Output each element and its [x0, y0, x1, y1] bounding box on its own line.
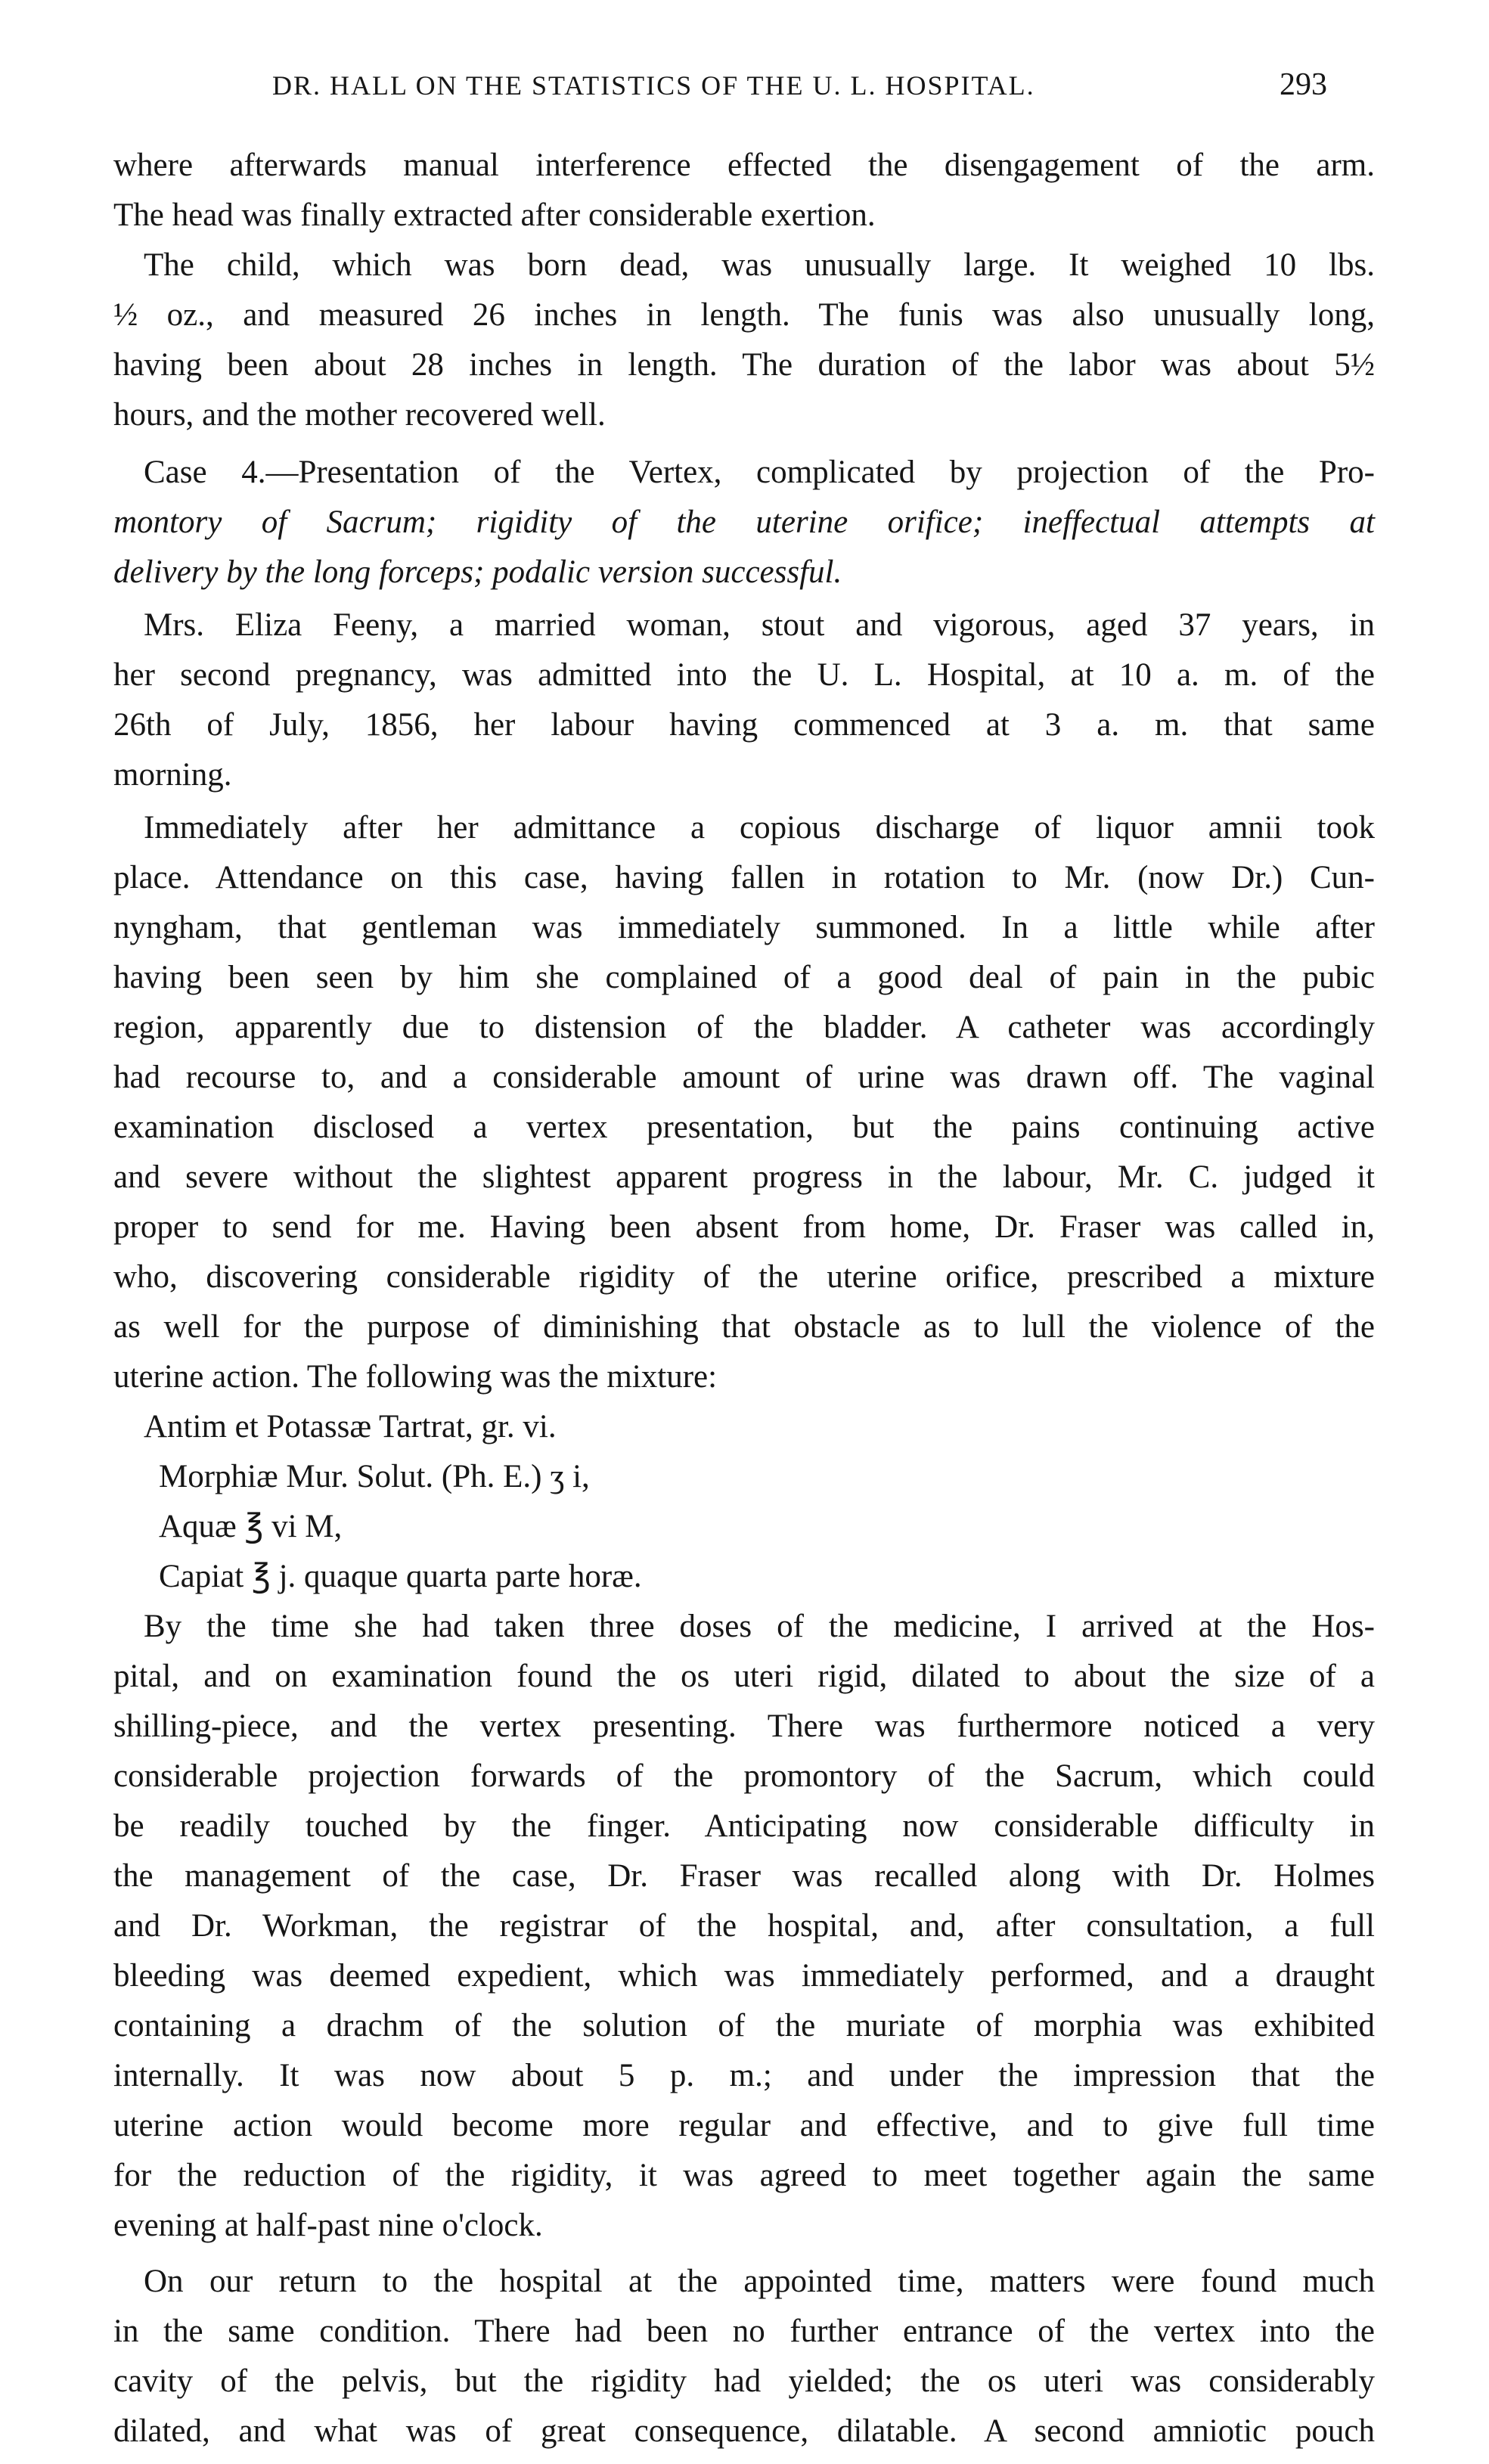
prescription-line: Morphiæ Mur. Solut. (Ph. E.) ʒ i,	[159, 1459, 590, 1494]
text-line: and Dr. Workman, the registrar of the hospital, and, after consultation, a full	[113, 1908, 1375, 1944]
text-line: place. Attendance on this case, having fallen in rotation to Mr. (now Dr.) Cun-	[113, 860, 1375, 895]
prescription-line: Antim et Potassæ Tartrat, gr. vi.	[144, 1409, 557, 1445]
case-heading: Case 4.—Presentation of the Vertex, complicated by projection of the Pro-	[144, 455, 1375, 490]
page-number: 293	[1280, 67, 1327, 102]
text-line: for the reduction of the rigidity, it was agreed to meet together again the same	[113, 2158, 1375, 2193]
text-line: The child, which was born dead, was unusually large. It weighed 10 lbs.	[144, 247, 1375, 283]
text-line: Immediately after her admittance a copious discharge of liquor amnii took	[144, 810, 1375, 846]
text-line: On our return to the hospital at the appointed time, matters were found much	[144, 2264, 1375, 2299]
case-heading: delivery by the long forceps; podalic version successful.	[113, 554, 842, 590]
text-line: 26th of July, 1856, her labour having commenced at 3 a. m. that same	[113, 707, 1375, 743]
prescription-line: Aquæ ℥ vi M,	[159, 1509, 343, 1544]
text-line: nyngham, that gentleman was immediately summoned. In a little while after	[113, 910, 1375, 945]
text-line: where afterwards manual interference effected the disengagement of the arm.	[113, 147, 1375, 183]
text-line: the management of the case, Dr. Fraser was recalled along with Dr. Holmes	[113, 1858, 1375, 1894]
text-line: cavity of the pelvis, but the rigidity had yielded; the os uteri was considerably	[113, 2363, 1375, 2399]
case-heading: montory of Sacrum; rigidity of the uterine orifice; ineffectual attempts at	[113, 504, 1375, 540]
text-line: pital, and on examination found the os uteri rigid, dilated to about the size of a	[113, 1659, 1375, 1694]
text-line: evening at half-past nine o'clock.	[113, 2208, 543, 2243]
text-line: and severe without the slightest apparent progress in the labour, Mr. C. judged it	[113, 1159, 1375, 1195]
text-line: had recourse to, and a considerable amount of urine was drawn off. The vaginal	[113, 1060, 1375, 1095]
text-line: considerable projection forwards of the promontory of the Sacrum, which could	[113, 1758, 1375, 1794]
text-line: morning.	[113, 757, 232, 793]
text-line: By the time she had taken three doses of the medicine, I arrived at the Hos-	[144, 1609, 1375, 1644]
text-line: in the same condition. There had been no further entrance of the vertex into the	[113, 2313, 1375, 2349]
text-line: having been about 28 inches in length. The duration of the labor was about 5½	[113, 347, 1375, 383]
prescription-line: Capiat ℥ j. quaque quarta parte horæ.	[159, 1559, 642, 1594]
text-line: uterine action. The following was the mixture:	[113, 1359, 718, 1395]
text-line: shilling-piece, and the vertex presenting. There was furthermore noticed a very	[113, 1708, 1375, 1744]
text-line: hours, and the mother recovered well.	[113, 397, 606, 433]
text-line: examination disclosed a vertex presentation, but the pains continuing active	[113, 1109, 1375, 1145]
text-line: bleeding was deemed expedient, which was immediately performed, and a draught	[113, 1958, 1375, 1994]
text-line: be readily touched by the finger. Anticipating now considerable difficulty in	[113, 1808, 1375, 1844]
running-head: DR. HALL ON THE STATISTICS OF THE U. L. HOSPITAL.	[272, 70, 1035, 101]
text-line: region, apparently due to distension of the bladder. A catheter was accordingly	[113, 1010, 1375, 1045]
text-line: having been seen by him she complained of a good deal of pain in the pubic	[113, 960, 1375, 995]
text-line: containing a drachm of the solution of the muriate of morphia was exhibited	[113, 2008, 1375, 2044]
text-line: Mrs. Eliza Feeny, a married woman, stout and vigorous, aged 37 years, in	[144, 607, 1375, 643]
text-line: ½ oz., and measured 26 inches in length. The funis was also unusually long,	[113, 297, 1375, 333]
text-line: uterine action would become more regular and effective, and to give full time	[113, 2108, 1375, 2143]
text-line: her second pregnancy, was admitted into the U. L. Hospital, at 10 a. m. of the	[113, 657, 1375, 693]
text-line: The head was finally extracted after considerable exertion.	[113, 197, 876, 233]
text-line: dilated, and what was of great consequence, dilatable. A second amniotic pouch	[113, 2413, 1375, 2449]
text-line: internally. It was now about 5 p. m.; and under the impression that the	[113, 2058, 1375, 2093]
text-line: who, discovering considerable rigidity of the uterine orifice, prescribed a mixture	[113, 1259, 1375, 1295]
text-line: proper to send for me. Having been absent from home, Dr. Fraser was called in,	[113, 1209, 1375, 1245]
text-line: as well for the purpose of diminishing that obstacle as to lull the violence of the	[113, 1309, 1375, 1345]
